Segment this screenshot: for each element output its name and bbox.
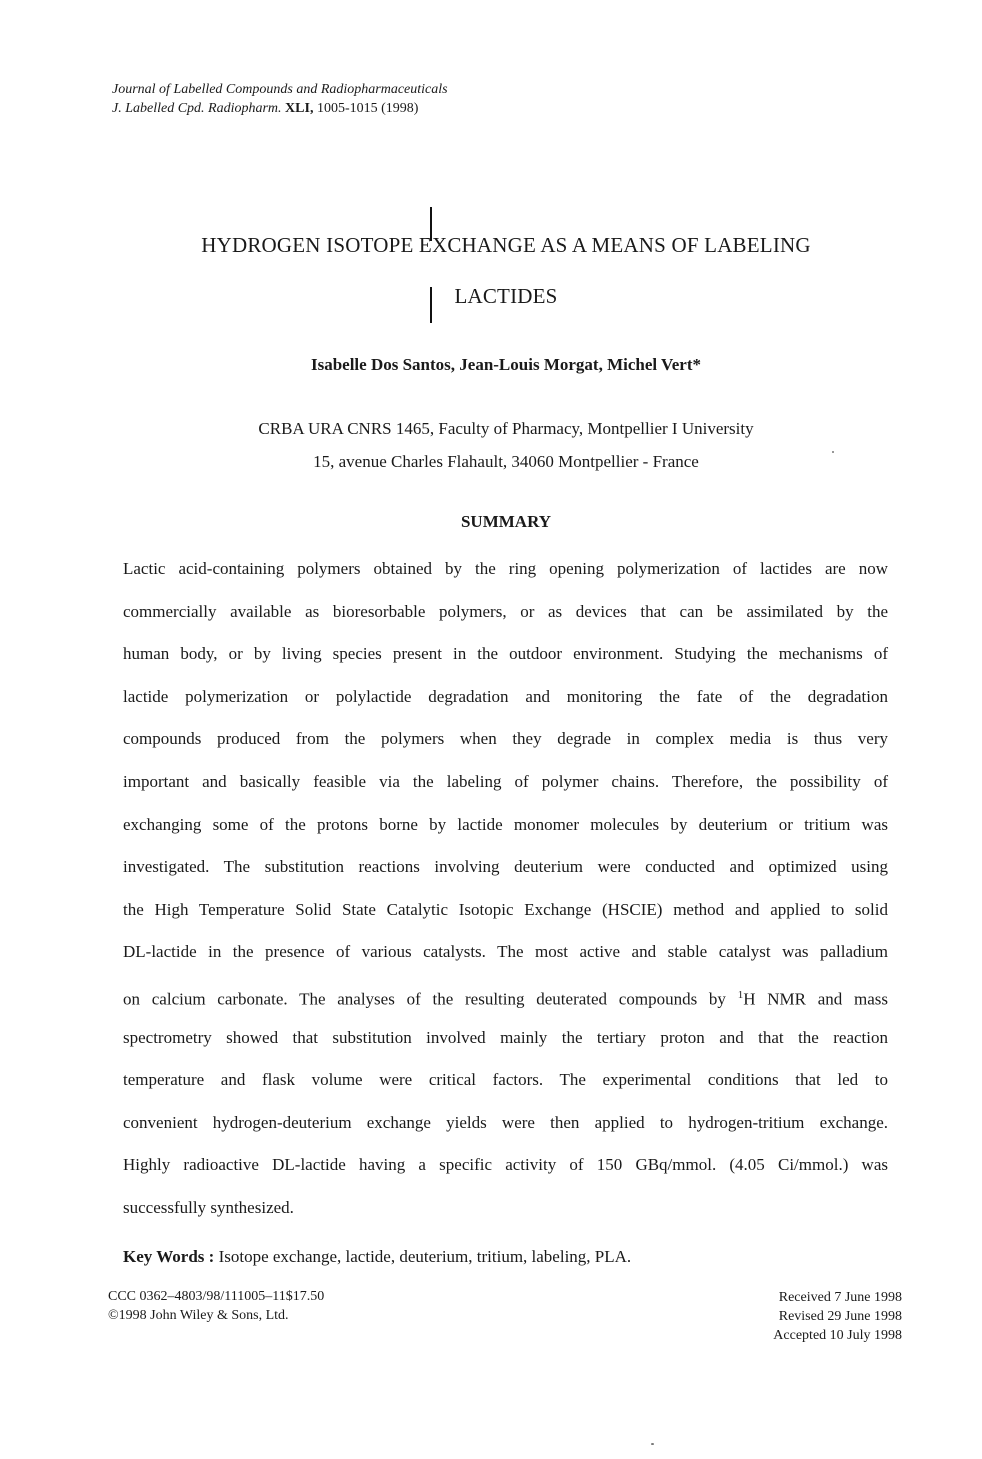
summary-line: spectrometry showed that substitution involved mainly the tertiary proton and that the reaction — [123, 1027, 888, 1047]
keywords-label: Key Words : — [123, 1247, 215, 1266]
summary-line: lactide polymerization or polylactide degradation and monitoring the fate of the degradation — [123, 686, 888, 706]
citation-prefix: J. Labelled Cpd. Radiopharm. — [112, 101, 282, 116]
summary-line: exchanging some of the protons borne by lactide monomer molecules by deuterium or tritium was — [123, 814, 888, 834]
footer-copyright-block — [108, 1287, 324, 1325]
journal-citation — [112, 99, 448, 118]
revised-date: Revised 29 June 1998 — [778, 1309, 902, 1324]
summary-line: the High Temperature Solid State Catalytic Isotopic Exchange (HSCIE) method and applied to solid — [123, 899, 888, 919]
affiliation-line-1: CRBA URA CNRS 1465, Faculty of Pharmacy, Montpellier I University — [258, 419, 754, 438]
summary-line: human body, or by living species present in the outdoor environment. Studying the mechanisms of — [123, 644, 888, 664]
summary-line: investigated. The substitution reactions involving deuterium were conducted and optimized using — [123, 857, 888, 877]
summary-line: commercially available as bioresorbable polymers, or as devices that can be assimilated by the — [123, 601, 888, 621]
citation-volume: XLI, — [285, 101, 314, 116]
summary-body — [123, 548, 888, 1230]
ccc-code: CCC 0362–4803/98/111005–11$17.50 — [108, 1289, 325, 1304]
summary-line: convenient hydrogen-deuterium exchange yields were then applied to hydrogen-tritium exchange. — [123, 1112, 888, 1132]
received-date: Received 7 June 1998 — [778, 1290, 902, 1305]
nmr-superscript: 1 — [737, 988, 744, 1001]
keywords — [123, 1247, 631, 1267]
keywords-text: Isotope exchange, lactide, deuterium, tritium, labeling, PLA. — [218, 1247, 632, 1266]
paper-title-line-2: LACTIDES — [454, 284, 558, 308]
copyright: ©1998 John Wiley & Sons, Ltd. — [108, 1308, 289, 1323]
scan-speck — [651, 1443, 654, 1445]
journal-name: Journal of Labelled Compounds and Radiopharmaceuticals — [112, 82, 448, 97]
affiliation-line-2: 15, avenue Charles Flahault, 34060 Montpellier - France — [313, 452, 699, 471]
citation-pages-year: 1005-1015 (1998) — [316, 101, 419, 116]
footer-dates-block — [773, 1288, 902, 1345]
summary-line: compounds produced from the polymers when they degrade in complex media is thus very — [123, 729, 888, 749]
scan-speck — [832, 451, 834, 453]
nmr-text-before: on calcium carbonate. The analyses of the resulting deuterated compounds by — [123, 989, 738, 1009]
summary-line: temperature and flask volume were critical factors. The experimental conditions that led to — [123, 1070, 888, 1090]
summary-line: Lactic acid-containing polymers obtained by the ring opening polymerization of lactides are now — [123, 559, 888, 578]
summary-line: DL-lactide in the presence of various catalysts. The most active and stable catalyst was palladium — [123, 942, 888, 962]
summary-line-nmr — [123, 974, 888, 1017]
accepted-date: Accepted 10 July 1998 — [773, 1328, 902, 1343]
summary-line: Highly radioactive DL-lactide having a specific activity of 150 GBq/mmol. (4.05 Ci/mmol.) was — [123, 1155, 888, 1175]
author-list: Isabelle Dos Santos, Jean-Louis Morgat, Michel Vert* — [310, 355, 702, 374]
summary-last-line: successfully synthesized. — [123, 1197, 294, 1217]
summary-line: important and basically feasible via the labeling of polymer chains. Therefore, the possibility of — [123, 771, 888, 791]
paper-title-line-1: HYDROGEN ISOTOPE EXCHANGE AS A MEANS OF LABELING — [201, 233, 811, 257]
summary-heading: SUMMARY — [460, 512, 552, 531]
nmr-text-after: H NMR and mass — [743, 989, 888, 1009]
journal-header — [112, 80, 448, 118]
